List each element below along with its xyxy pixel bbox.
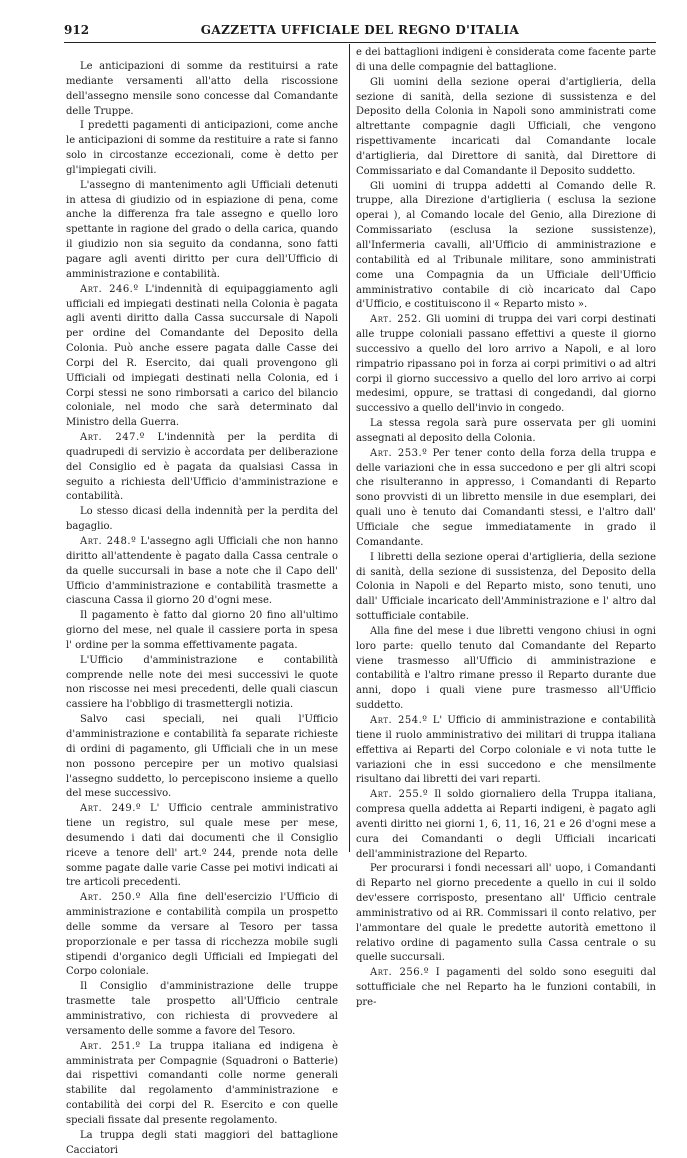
- paragraph: [356, 862, 656, 966]
- article-number: Art. 248.º: [80, 536, 137, 547]
- paragraph: [66, 431, 338, 505]
- paragraph: [66, 713, 338, 802]
- paragraph-text: Per tener conto della forza della truppa e delle variazioni che in essa succedono e per gli altri scopi che risulteranno in appresso, i Comandanti di Reparto sono provvisti di un libretto mensile in due esemplari, dei quali uno è tenuto dai Comandanti stessi, e l'altro dall' Ufficiale che segue immediatamente in grado il Comandante.: [356, 447, 656, 548]
- paragraph-text: L'indennità di equipaggiamento agli ufficiali ed impiegati destinati nella Colonia è pagata agli aventi diritto dalla Cassa succursale di Napoli per ordine del Comandante del Deposito della Colonia. Può anche essere pagata dalle Casse dei Corpi del R. Esercito, dai quali provengono gli Ufficiali od impiegati destinati nella Colonia, ed i Corpi stessi ne sono rimborsati a carico del bilancio coloniale, nel modo che sarà determinato dal Ministro della Guerra.: [66, 283, 338, 429]
- article-number: Art. 252.: [370, 314, 422, 326]
- article-number: Art. 250.º: [80, 892, 141, 904]
- paragraph-text: L' Ufficio di amministrazione e contabilità tiene il ruolo amministrativo dei militari di truppa italiana effettiva ai Reparti del Corpo coloniale e vi nota tutte le variazioni che in essi succedono e che mensilmente risultano dai libretti dei vari reparti.: [356, 714, 656, 786]
- paragraph: [356, 313, 656, 417]
- paragraph-text: Lo stesso dicasi della indennità per la perdita del bagaglio.: [66, 506, 338, 533]
- paragraph-text: Per procurarsi i fondi necessari all' uopo, i Comandanti di Reparto nel giorno precedente a quello in cui il soldo dev'essere corrisposto, presentano all' Ufficio centrale amministrativo od ai RR. Commissari il conto relativo, per l'ammontare del quale le predette autorità emettono il relativo ordine di pagamento sulla Cassa centrale o su quelle succursali.: [356, 863, 656, 964]
- paragraph-text: Il Consiglio d'amministrazione delle truppe trasmette tale prospetto all'Ufficio centrale amministrativo, con richiesta di provvedere al versamento delle somme a favore del Tesoro.: [66, 981, 338, 1037]
- paragraph: [66, 891, 338, 980]
- paragraph: [356, 447, 656, 551]
- paragraph: [356, 625, 656, 714]
- paragraph-text: L'Ufficio d'amministrazione e contabilità comprende nelle note dei mesi successivi le quote non riscosse nei mesi precedenti, delle quali ciascun cassiere ha l'obbligo di trasmettergli notizia.: [66, 654, 338, 711]
- paragraph: [66, 980, 338, 1039]
- paragraph-text: L'assegno di mantenimento agli Ufficiali detenuti in attesa di giudizio od in espiazione di pena, come anche la differenza fra tale assegno e quello loro spettante in ragione del grado o della carica, quando il giudizio non sia seguito da condanna, sono fatti pagare agli aventi diritto per cura dell'Ufficio di amministrazione e contabilità.: [66, 179, 338, 280]
- paragraph-text: Gli uomini di truppa addetti al Comando delle R. truppe, alla Direzione d'artiglieria ( esclusa la sezione operai ), al Comando locale del Genio, alla Direzione di Commissariato (esclusa la sezione sussistenze), all'Infermeria cavalli, all'Ufficio di amministrazione e contabilità ed al Tribunale militare, sono amministrati come una Compagnia da un Ufficiale dell'Ufficio amministrativo contabile di ciò incaricato dal Capo d'Ufficio, e costituiscono il « Reparto misto ».: [356, 180, 656, 311]
- paragraph: [356, 180, 656, 314]
- paragraph: [356, 966, 656, 1011]
- paragraph-text: La truppa degli stati maggiori del battaglione Cacciatori: [66, 1129, 338, 1156]
- header-rule: [64, 42, 656, 43]
- paragraph-text: La stessa regola sarà pure osservata per gli uomini assegnati al deposito della Colonia.: [356, 418, 656, 444]
- article-number: Art. 247.º: [80, 432, 145, 444]
- article-number: Art. 246.º: [80, 283, 139, 295]
- left-column: [66, 60, 338, 1158]
- paragraph: [66, 1040, 338, 1129]
- paragraph: [66, 179, 338, 283]
- paragraph: [356, 417, 656, 447]
- paragraph-text: Alla fine dell'esercizio l'Ufficio di amministrazione e contabilità compila un prospetto delle somme da versare al Tesoro per tassa proporzionale e per tassa di ricchezza mobile sugli stipendi d'organico degli Ufficiali ed Impiegati del Corpo coloniale.: [66, 892, 339, 978]
- page-number: 912: [64, 23, 90, 37]
- paragraph: [356, 714, 656, 788]
- paragraph: [66, 283, 338, 431]
- paragraph: [66, 609, 338, 654]
- paragraph-text: L'assegno agli Ufficiali che non hanno diritto all'attendente è pagato dalla Cassa centrale o da quelle succursali in base a note che il Capo dell' Ufficio d'amministrazione e contabilità trasmette a ciascuna Cassa il giorno 20 d'ogni mese.: [66, 536, 338, 607]
- paragraph-text: L' Ufficio centrale amministrativo tiene un registro, sul quale mese per mese, desumendo i dati dai documenti che il Consiglio riceve a tenore dell' art.º 244, prende nota delle somme pagate dalle varie Casse pei motivi indicati ai tre articoli precedenti.: [66, 803, 339, 889]
- paragraph-text: Il soldo giornaliero della Truppa italiana, compresa quella addetta ai Reparti indigeni, è pagato agli aventi diritto nei giorni 1, 6, 11, 16, 21 e 26 d'ogni mese a cura dei Comandanti o degli Ufficiali incaricati dell'amministrazione del Reparto.: [356, 789, 656, 860]
- page-header: [64, 22, 656, 38]
- paragraph: [66, 119, 338, 178]
- article-number: Art. 256.º: [370, 967, 429, 979]
- article-number: Art. 251.º: [80, 1040, 141, 1052]
- article-number: Art. 249.º: [80, 803, 142, 815]
- paragraph-text: I libretti della sezione operai d'artiglieria, della sezione di sanità, della sezione di sussistenza, del Deposito della Colonia in Napoli e del Reparto misto, sono tenuti, uno dall' Ufficiale incaricato dell'Amministrazione e l' altro dal sottufficiale contabile.: [356, 551, 656, 623]
- paragraph: [66, 654, 338, 713]
- column-divider: [349, 44, 350, 852]
- paragraph: [356, 76, 656, 180]
- paragraph: [356, 788, 656, 862]
- paragraph-text: La truppa italiana ed indigena è amministrata per Compagnie (Squadroni o Batterie) dai rispettivi comandanti colle norme generali stabilite dal regolamento d'amministrazione e contabilità dei corpi del R. Esercito e con quelle speciali fissate dal presente regolamento.: [66, 1040, 338, 1126]
- paragraph-text: Gli uomini di truppa dei vari corpi destinati alle truppe coloniali passano effettivi a queste il giorno successivo a quello del loro arrivo a Napoli, e al loro rimpatrio ripassano poi in forza ai corpi primitivi o ad altri corpi il giorno successivo a quello del loro arrivo ai corpi medesimi, oppure, se trattasi di congedandi, dal giorno successivo a quello dell'invio in congedo.: [356, 314, 656, 415]
- paragraph-text: Le anticipazioni di somme da restituirsi a rate mediante versamenti all'atto della riscossione dell'assegno mensile sono concesse dal Comandante delle Truppe.: [66, 61, 338, 117]
- paragraph-text: Alla fine del mese i due libretti vengono chiusi in ogni loro parte: quello tenuto dal Comandante del Reparto viene trasmesso all'Ufficio di amministrazione e contabilità e l'altro rimane presso il Reparto durante due anni, dopo i quali viene pure trasmesso all'Ufficio suddetto.: [356, 625, 656, 712]
- paragraph: [66, 802, 338, 891]
- paragraph-text: I pagamenti del soldo sono eseguiti dal sottufficiale che nel Reparto ha le funzioni contabili, in pre-: [356, 967, 656, 1008]
- paragraph-text: e dei battaglioni indigeni è considerata come facente parte di una delle compagnie del battaglione.: [356, 47, 656, 73]
- paragraph: [356, 46, 656, 76]
- paragraph: [66, 535, 338, 609]
- paragraph: [66, 1129, 338, 1158]
- paragraph-text: L'indennità per la perdita di quadrupedi di servizio è accordata per deliberazione del Consiglio ed è pagata da qualsiasi Cassa in seguito a richiesta dell'Ufficio d'amministrazione e contabilità.: [66, 432, 338, 503]
- paragraph: [66, 505, 338, 535]
- gazette-title: GAZZETTA UFFICIALE DEL REGNO D'ITALIA: [200, 23, 520, 37]
- paragraph: [66, 60, 338, 119]
- paragraph-text: Gli uomini della sezione operai d'artiglieria, della sezione di sanità, della sezione di sussistenza e del Deposito della Colonia in Napoli sono amministrati come altrettante compagnie dagli Ufficiali, che vengono rispettivamente incaricati dal Comandante locale d'artiglieria, dal Direttore di sanità, dal Direttore di Commissariato e dal Comandante il Deposito suddetto.: [356, 76, 656, 177]
- paragraph-text: Il pagamento è fatto dal giorno 20 fino all'ultimo giorno del mese, nel quale il cassiere porta in spesa l' ordine per la somma effettivamente pagata.: [66, 610, 338, 651]
- article-number: Art. 254.º: [370, 714, 428, 726]
- right-column: [356, 46, 656, 1011]
- paragraph: [356, 551, 656, 625]
- article-number: Art. 253.º: [370, 447, 428, 459]
- article-number: Art. 255.º: [370, 789, 429, 801]
- paragraph-text: Salvo casi speciali, nei quali l'Ufficio d'amministrazione e contabilità fa separate richieste di ordini di pagamento, gli Ufficiali che in un mese non possono percepire per un motivo qualsiasi l'assegno suddetto, lo percepiscono insieme a quello del mese successivo.: [66, 714, 338, 800]
- paragraph-text: I predetti pagamenti di anticipazioni, come anche le anticipazioni di somme da restituire a rate si fanno solo in circostanze eccezionali, come è detto per gl'impiegati civili.: [66, 120, 338, 176]
